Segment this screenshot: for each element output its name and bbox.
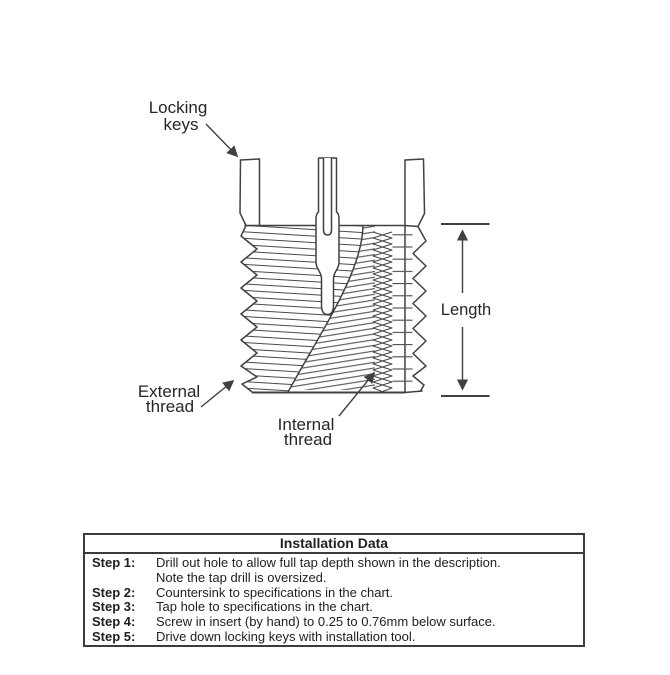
length-label: Length [440,301,492,319]
internal-thread-label-line2: thread [283,430,333,449]
external-thread-label-line2: thread [145,397,195,416]
external-thread-arrow [201,381,233,407]
step-text: Tap hole to specifications in the chart. [156,599,373,615]
step-label: Step 1: [92,555,136,570]
installation-data-title: Installation Data [85,535,583,554]
internal-thread-stubs [393,229,405,390]
installation-step-row [85,571,583,586]
external-thread-label [138,382,200,416]
installation-step-row [85,630,583,645]
left-locking-key [240,159,260,226]
installation-step-row [85,615,583,630]
internal-thread-label [278,415,335,449]
locking-keys-label [149,98,208,134]
step-text: Note the tap drill is oversized. [156,569,327,585]
external-thread-profile-right [413,227,426,392]
right-wall-hatch [406,230,413,388]
installation-data-table [83,533,585,647]
installation-step-row [85,556,583,571]
right-column-bottom [405,391,422,393]
external-thread-label-line1: External [137,382,201,401]
step-text: Drill out hole to allow full tap depth shown in the description. [156,555,501,570]
step-label: Step 3: [92,599,136,615]
step-text: Drive down locking keys with installation tool. [156,628,416,644]
center-key-rib [324,158,332,235]
step-text: Screw in insert (by hand) to 0.25 to 0.76mm below surface. [156,614,496,630]
installation-step-row [85,600,583,615]
installation-step-row [85,586,583,601]
locking-keys-arrow [206,124,237,156]
step-label [85,571,156,586]
right-locking-key [405,159,425,227]
step-label: Step 2: [92,584,136,600]
step-label: Step 5: [92,628,136,644]
locking-keys-label-line2: keys [163,115,199,134]
step-text: Countersink to specifications in the chart. [156,584,394,600]
step-label: Step 4: [92,614,136,630]
internal-thread-profile [373,232,392,392]
installation-steps [85,554,583,645]
internal-thread-profile-far [373,232,392,392]
internal-thread-label-line1: Internal [277,415,335,434]
locking-keys-label-line1: Locking [148,98,208,117]
